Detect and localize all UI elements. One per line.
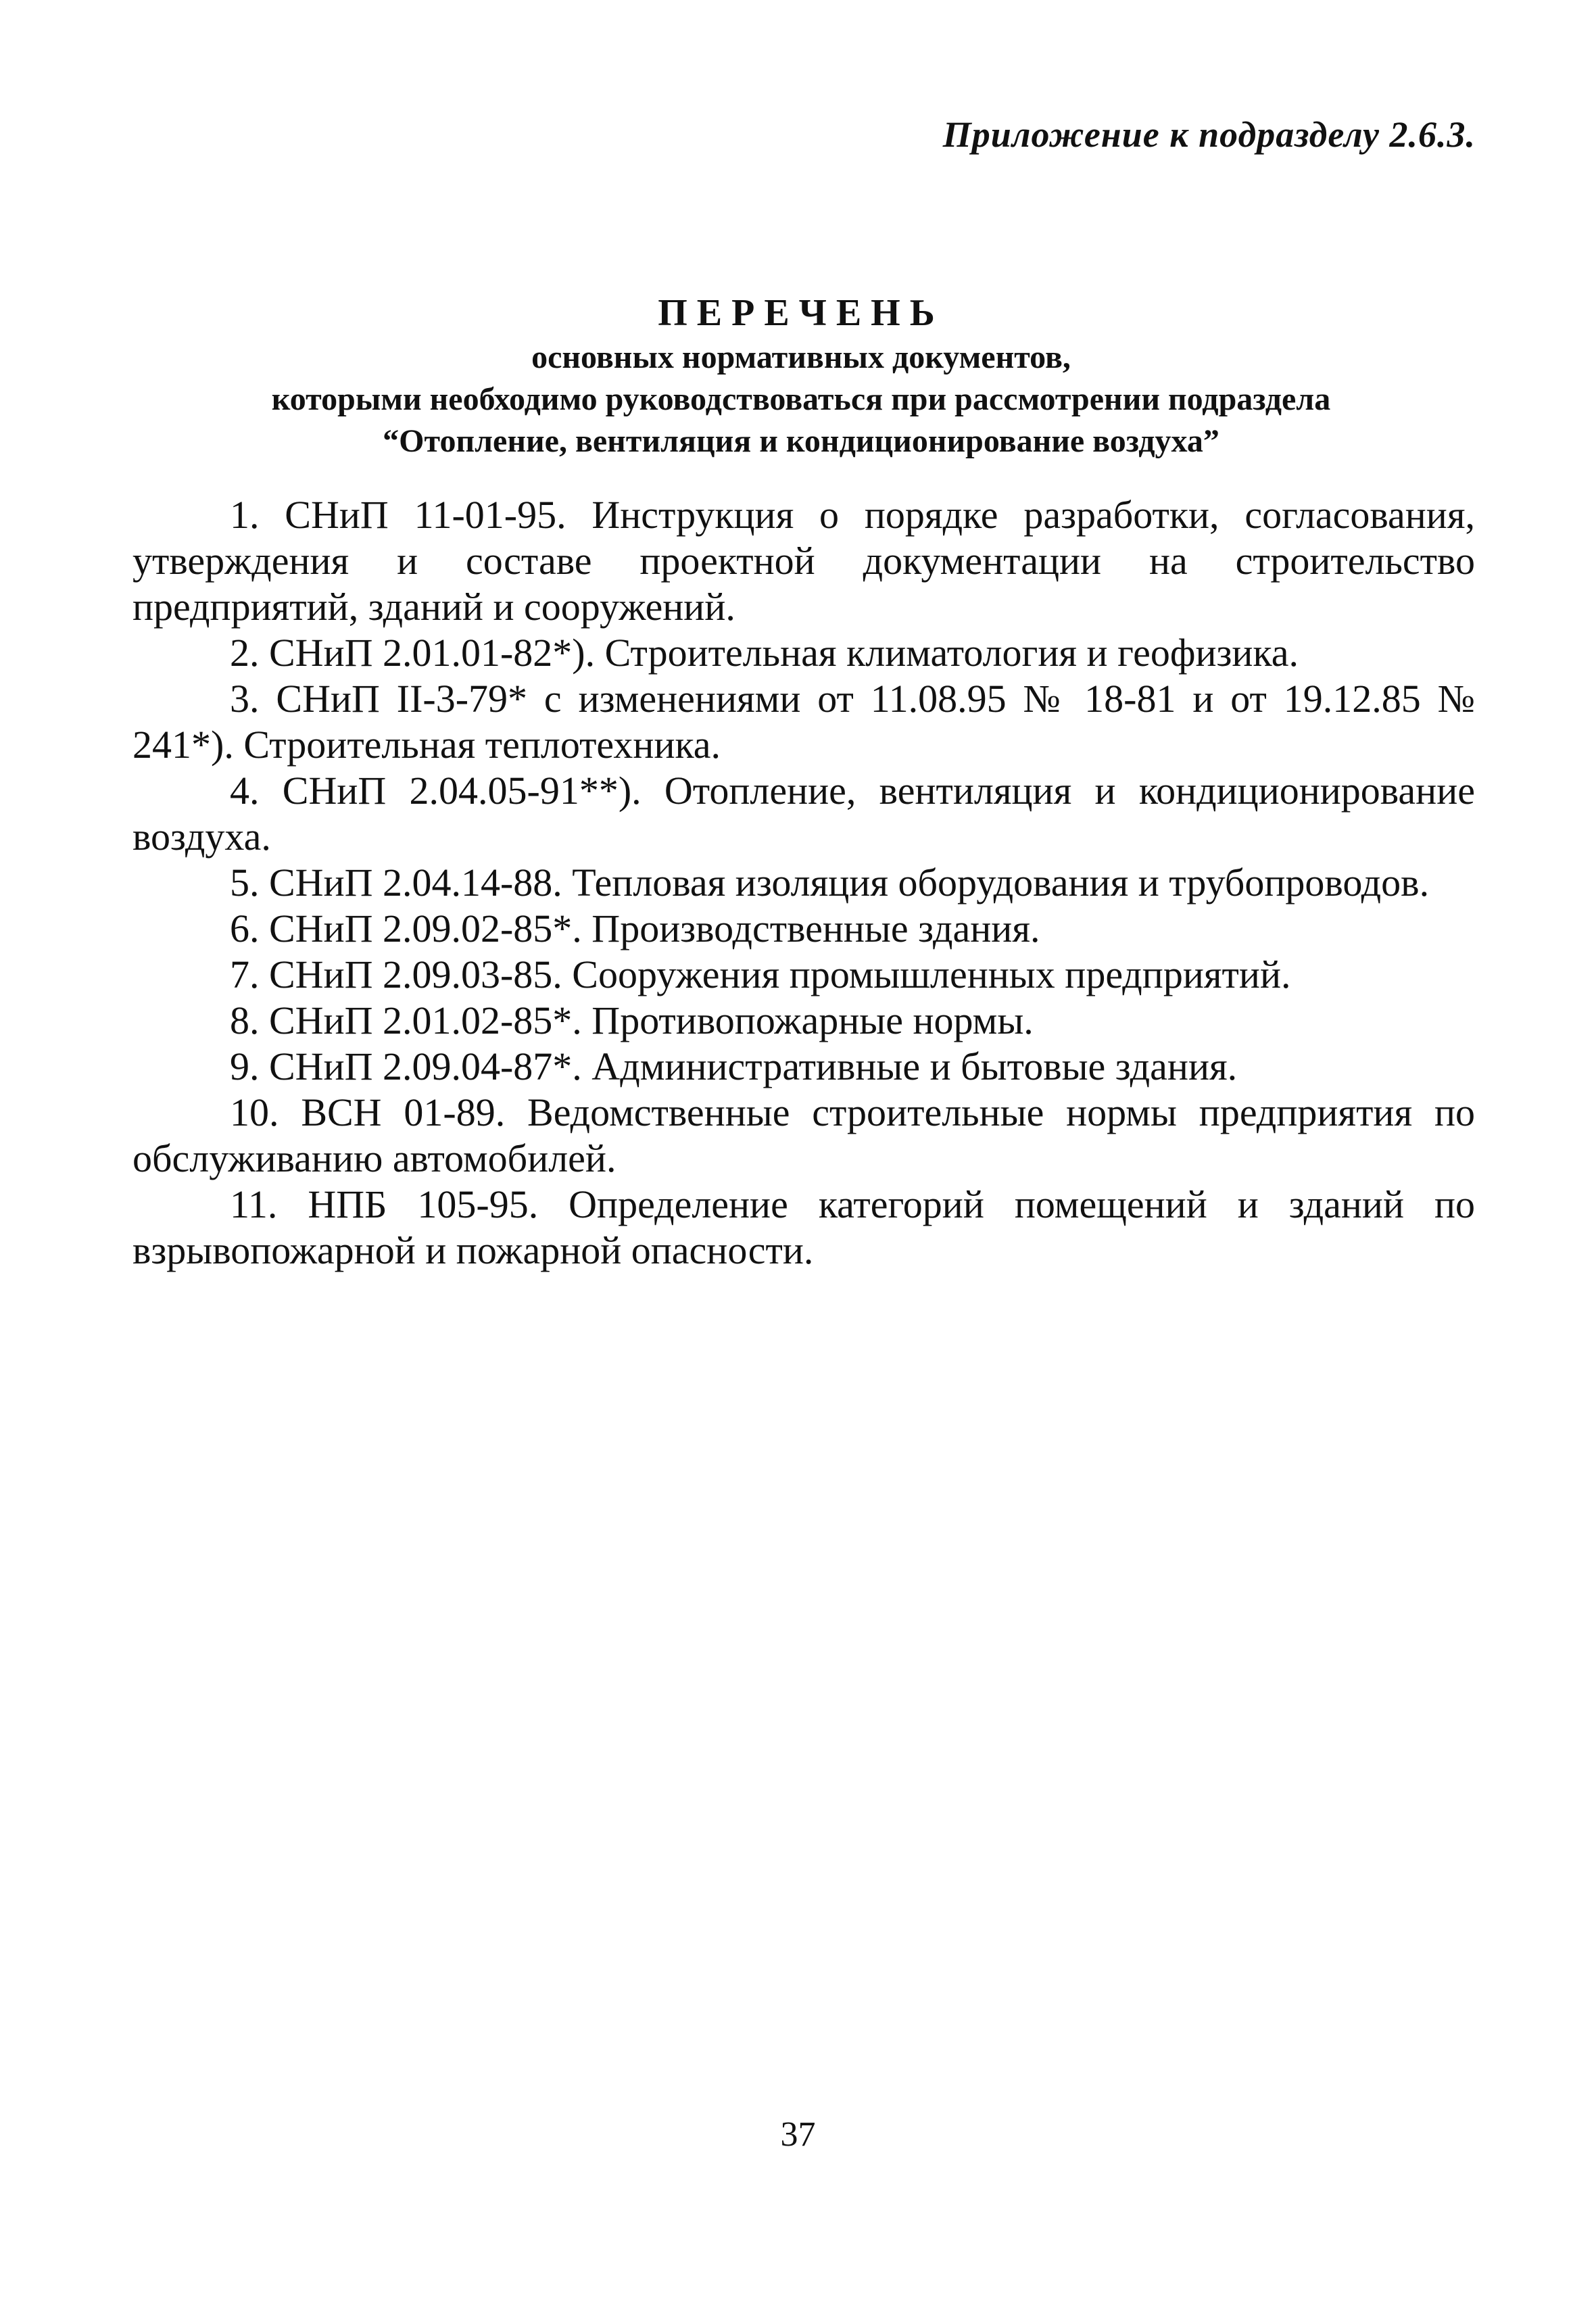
page-number: 37 bbox=[780, 2115, 816, 2154]
document-list bbox=[132, 492, 1475, 1274]
list-item: 7. СНиП 2.09.03-85. Сооружения промышленных предприятий. bbox=[230, 952, 1291, 996]
list-item: 8. СНиП 2.01.02-85*. Противопожарные нормы. bbox=[230, 998, 1034, 1042]
list-item: 4. СНиП 2.04.05-91**). Отопление, вентиляция и кондиционирование воздуха. bbox=[132, 769, 1475, 859]
appendix-reference: Приложение к подразделу 2.6.3. bbox=[942, 114, 1476, 155]
list-item: 10. ВСН 01-89. Ведомственные строительные нормы предприятия по обслуживанию автомобилей. bbox=[132, 1090, 1475, 1180]
list-item: 3. СНиП II-3-79* с изменениями от 11.08.95 № 18-81 и от 19.12.85 № 241*). Строительная теплотехника. bbox=[132, 677, 1475, 767]
list-item: 6. СНиП 2.09.02-85*. Производственные здания. bbox=[230, 907, 1040, 950]
list-item: 11. НПБ 105-95. Определение категорий помещений и зданий по взрывопожарной и пожарной опасности. bbox=[132, 1182, 1475, 1272]
list-item: 2. СНиП 2.01.01-82*). Строительная климатология и геофизика. bbox=[230, 631, 1299, 675]
title-block bbox=[128, 289, 1474, 462]
title-subtitle-line-1: основных нормативных документов, bbox=[531, 339, 1071, 375]
list-item: 9. СНиП 2.09.04-87*. Административные и бытовые здания. bbox=[230, 1044, 1238, 1088]
list-item: 5. СНиП 2.04.14-88. Тепловая изоляция оборудования и трубопроводов. bbox=[230, 861, 1430, 904]
document-title: ПЕРЕЧЕНЬ bbox=[658, 292, 944, 334]
list-item: 1. СНиП 11-01-95. Инструкция о порядке разработки, согласования, утверждения и составе проектной документации на строительство предприятий, зданий и сооружений. bbox=[132, 493, 1475, 629]
title-subtitle-line-3: “Отопление, вентиляция и кондиционирование воздуха” bbox=[383, 423, 1219, 459]
title-subtitle-line-2: которыми необходимо руководствоваться при рассмотрении подраздела bbox=[271, 381, 1331, 417]
